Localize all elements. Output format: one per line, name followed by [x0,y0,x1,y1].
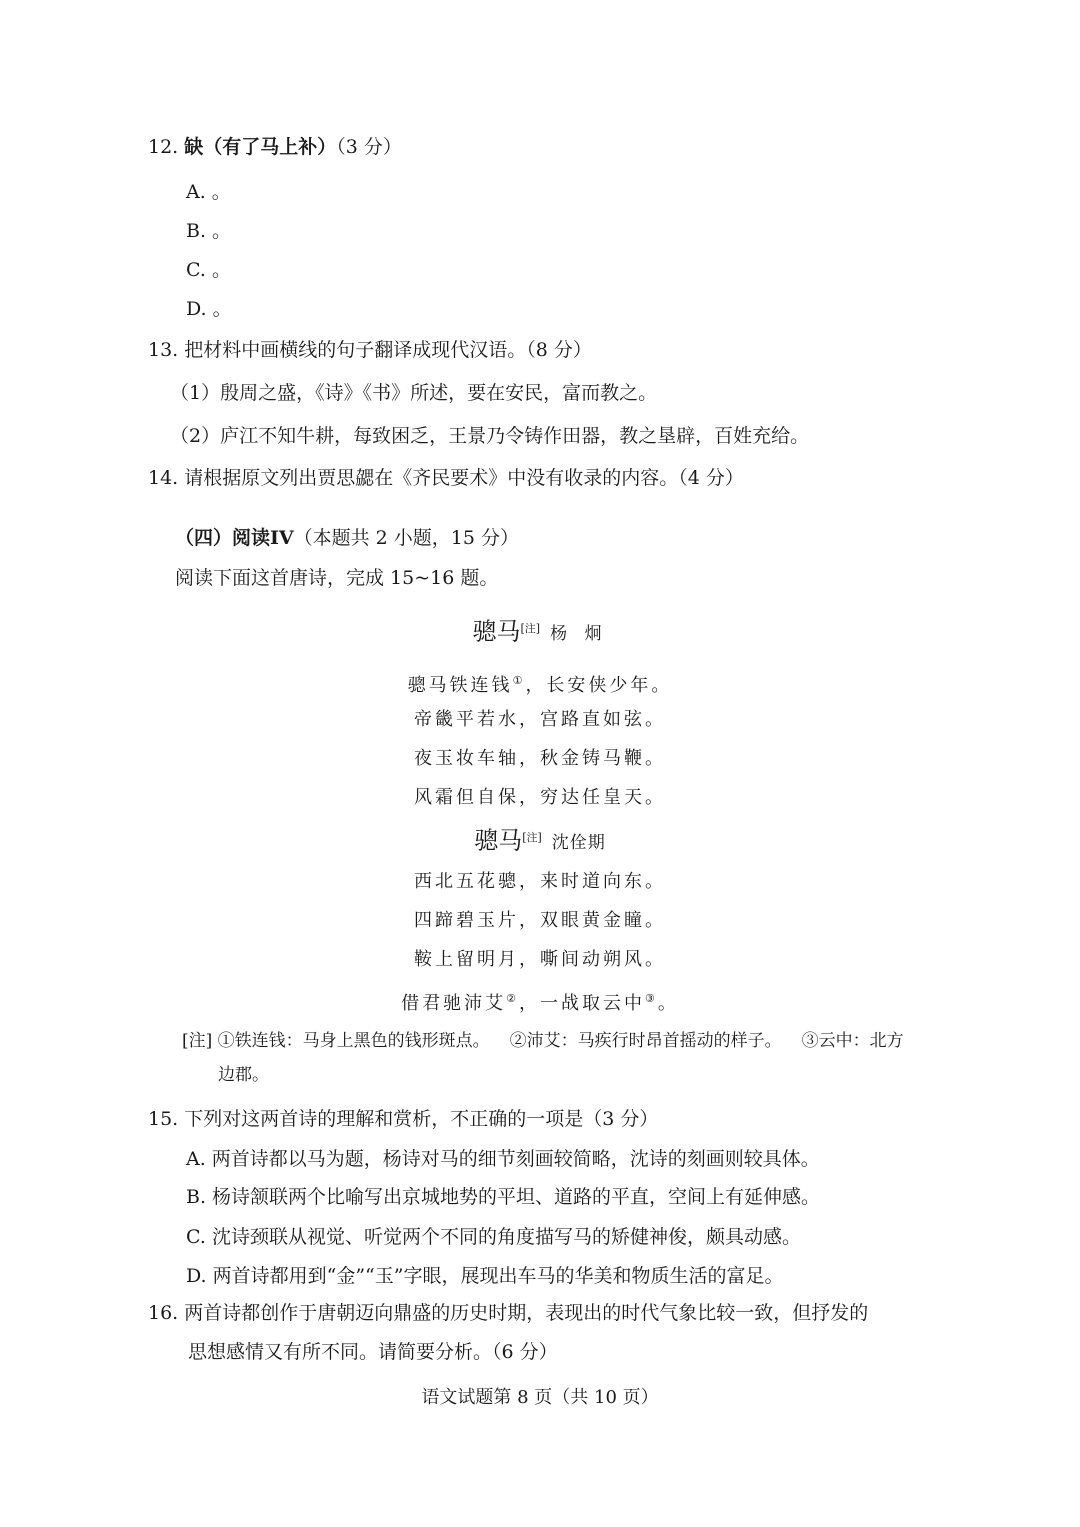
note-3-continued: 边郡。 [218,1065,269,1085]
poem1-line-1-text: 骢马铁连钱 [407,675,513,696]
q12-option-d: D. 。 [186,298,232,320]
note-2: ②沛艾：马疾行时昂首摇动的样子。 [509,1031,782,1051]
q14-stem: 14. 请根据原文列出贾思勰在《齐民要术》中没有收录的内容。（4 分） [148,467,744,489]
q15-stem: 15. 下列对这两首诗的理解和赏析，不正确的一项是（3 分） [148,1108,659,1130]
poem1-line-4: 风霜但自保，穷达任皇天。 [414,787,666,808]
poem1-line-1 [0,668,1080,699]
note-1: ①铁连钱：马身上黑色的钱形斑点。 [217,1031,490,1051]
poem2-author: 沈佺期 [551,833,606,854]
poem1-title: 骢马 [472,617,521,646]
poem2-line-4 [0,986,1080,1017]
notes-label: [注] [182,1031,213,1051]
q12-number: 12. [148,136,179,158]
poem2-line-4-text: 借君驰沛艾 [401,993,507,1014]
section-4-note: （本题共 2 小题，15 分） [293,527,520,549]
poem2-heading [0,823,1080,858]
section-4-intro: 阅读下面这首唐诗，完成 15~16 题。 [175,567,499,589]
page-footer: 语文试题第 8 页（共 10 页） [421,1387,659,1408]
poem2-line-2: 四蹄碧玉片，双眼黄金瞳。 [414,910,666,931]
note-3: ③云中：北方 [801,1031,904,1051]
poem1-line-2: 帝畿平若水，宫路直如弦。 [414,709,666,730]
poem1-line-1-sup: ① [512,674,526,687]
q13-stem: 13. 把材料中画横线的句子翻译成现代汉语。（8 分） [148,339,592,361]
q15-option-b: B. 杨诗颔联两个比喻写出京城地势的平坦、道路的平直，空间上有延伸感。 [186,1186,821,1208]
section-4-heading [175,525,519,551]
poem2-line-4-sup-2: ③ [645,992,658,1005]
q16-stem-line-1: 16. 两首诗都创作于唐朝迈向鼎盛的历史时期，表现出的时代气象比较一致，但抒发的 [148,1302,869,1324]
q12-option-c: C. 。 [186,259,231,281]
poem1-author: 杨 炯 [550,624,608,645]
q12-option-b: B. 。 [186,220,232,242]
poem1-line-1-rest: ，长安侠少年。 [525,675,673,696]
q16-stem-line-2: 思想感情又有所不同。请简要分析。（6 分） [188,1341,558,1363]
q12-points: （3 分） [336,136,402,158]
poem2-line-4-end: 。 [657,993,679,1014]
poem1-line-3: 夜玉妆车轴，秋金铸马鞭。 [414,748,666,769]
q15-option-d: D. 两首诗都用到“金”“玉”字眼，展现出车马的华美和物质生活的富足。 [186,1265,784,1287]
poem1-note-mark: [注] [520,622,541,635]
q12-option-a: A. 。 [186,181,231,203]
poem2-line-3: 鞍上留明月，嘶间动朔风。 [414,949,666,970]
q12-title: 缺（有了马上补） [184,136,337,158]
q15-option-a: A. 两首诗都以马为题，杨诗对马的细节刻画较简略，沈诗的刻画则较具体。 [186,1148,820,1170]
poem2-line-1: 西北五花骢，来时道向东。 [414,871,666,892]
poem-notes [182,1028,904,1054]
poem2-line-4-sup-1: ② [506,992,519,1005]
q13-item-1: （1）殷周之盛，《诗》《书》所述，要在安民，富而教之。 [170,382,658,404]
poem2-line-4-rest: ，一战取云中 [519,993,645,1014]
section-4-title: （四）阅读IV [175,527,294,549]
q12-stem [148,134,402,160]
poem2-title: 骢马 [474,826,523,855]
q15-option-c: C. 沈诗颈联从视觉、听觉两个不同的角度描写马的矫健神俊，颇具动感。 [186,1226,801,1248]
poem1-heading [0,614,1080,649]
q13-item-2: （2）庐江不知牛耕，每致困乏，王景乃令铸作田器，教之垦辟，百姓充给。 [170,425,810,447]
poem2-note-mark: [注] [522,831,542,844]
